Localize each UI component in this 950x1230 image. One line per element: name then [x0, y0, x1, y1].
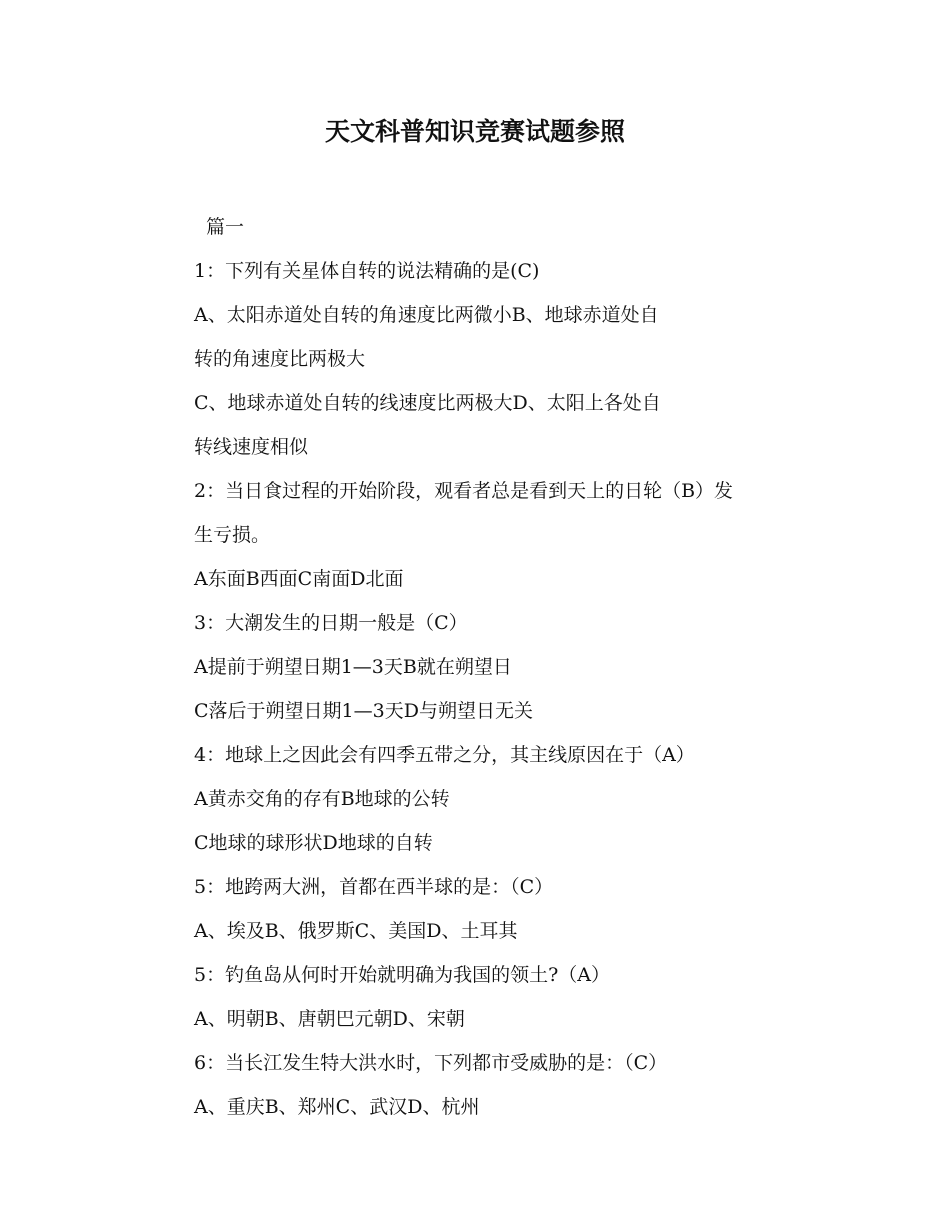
text-line: 转线速度相似 [194, 436, 309, 458]
text-line: A、明朝B、唐朝巴元朝D、宋朝 [194, 1008, 465, 1030]
text-line: A、太阳赤道处自转的角速度比两微小B、地球赤道处自 [194, 304, 659, 326]
text-line: 5：钓鱼岛从何时开始就明确为我国的领土?（A） [194, 964, 610, 986]
text-line: 3：大潮发生的日期一般是（C） [194, 612, 468, 634]
text-line: 5：地跨两大洲，首都在西半球的是：（C） [194, 876, 554, 898]
text-line: A提前于朔望日期1—3天B就在朔望日 [194, 656, 512, 678]
text-line: 生亏损。 [194, 524, 271, 546]
document-title: 天文科普知识竞赛试题参照 [324, 117, 625, 146]
text-line: C地球的球形状D地球的自转 [194, 832, 433, 854]
text-line: 2：当日食过程的开始阶段，观看者总是看到天上的日轮（B）发 [194, 480, 734, 502]
section-label: 篇一 [206, 216, 245, 238]
text-line: 1：下列有关星体自转的说法精确的是(C) [194, 260, 540, 282]
text-line: C落后于朔望日期1—3天D与朔望日无关 [194, 700, 533, 722]
text-line: 转的角速度比两极大 [194, 348, 366, 370]
text-line: A、埃及B、俄罗斯C、美国D、土耳其 [194, 920, 518, 942]
text-line: A黄赤交角的存有B地球的公转 [194, 788, 450, 810]
text-line: A东面B西面C南面D北面 [194, 568, 404, 590]
document-body [194, 256, 834, 1136]
text-line: C、地球赤道处自转的线速度比两极大D、太阳上各处自 [194, 392, 661, 414]
text-line: 4：地球上之因此会有四季五带之分，其主线原因在于（A） [194, 744, 695, 766]
text-line: 6：当长江发生特大洪水时，下列都市受威胁的是：（C） [194, 1052, 668, 1074]
text-line: A、重庆B、郑州C、武汉D、杭州 [194, 1096, 480, 1118]
